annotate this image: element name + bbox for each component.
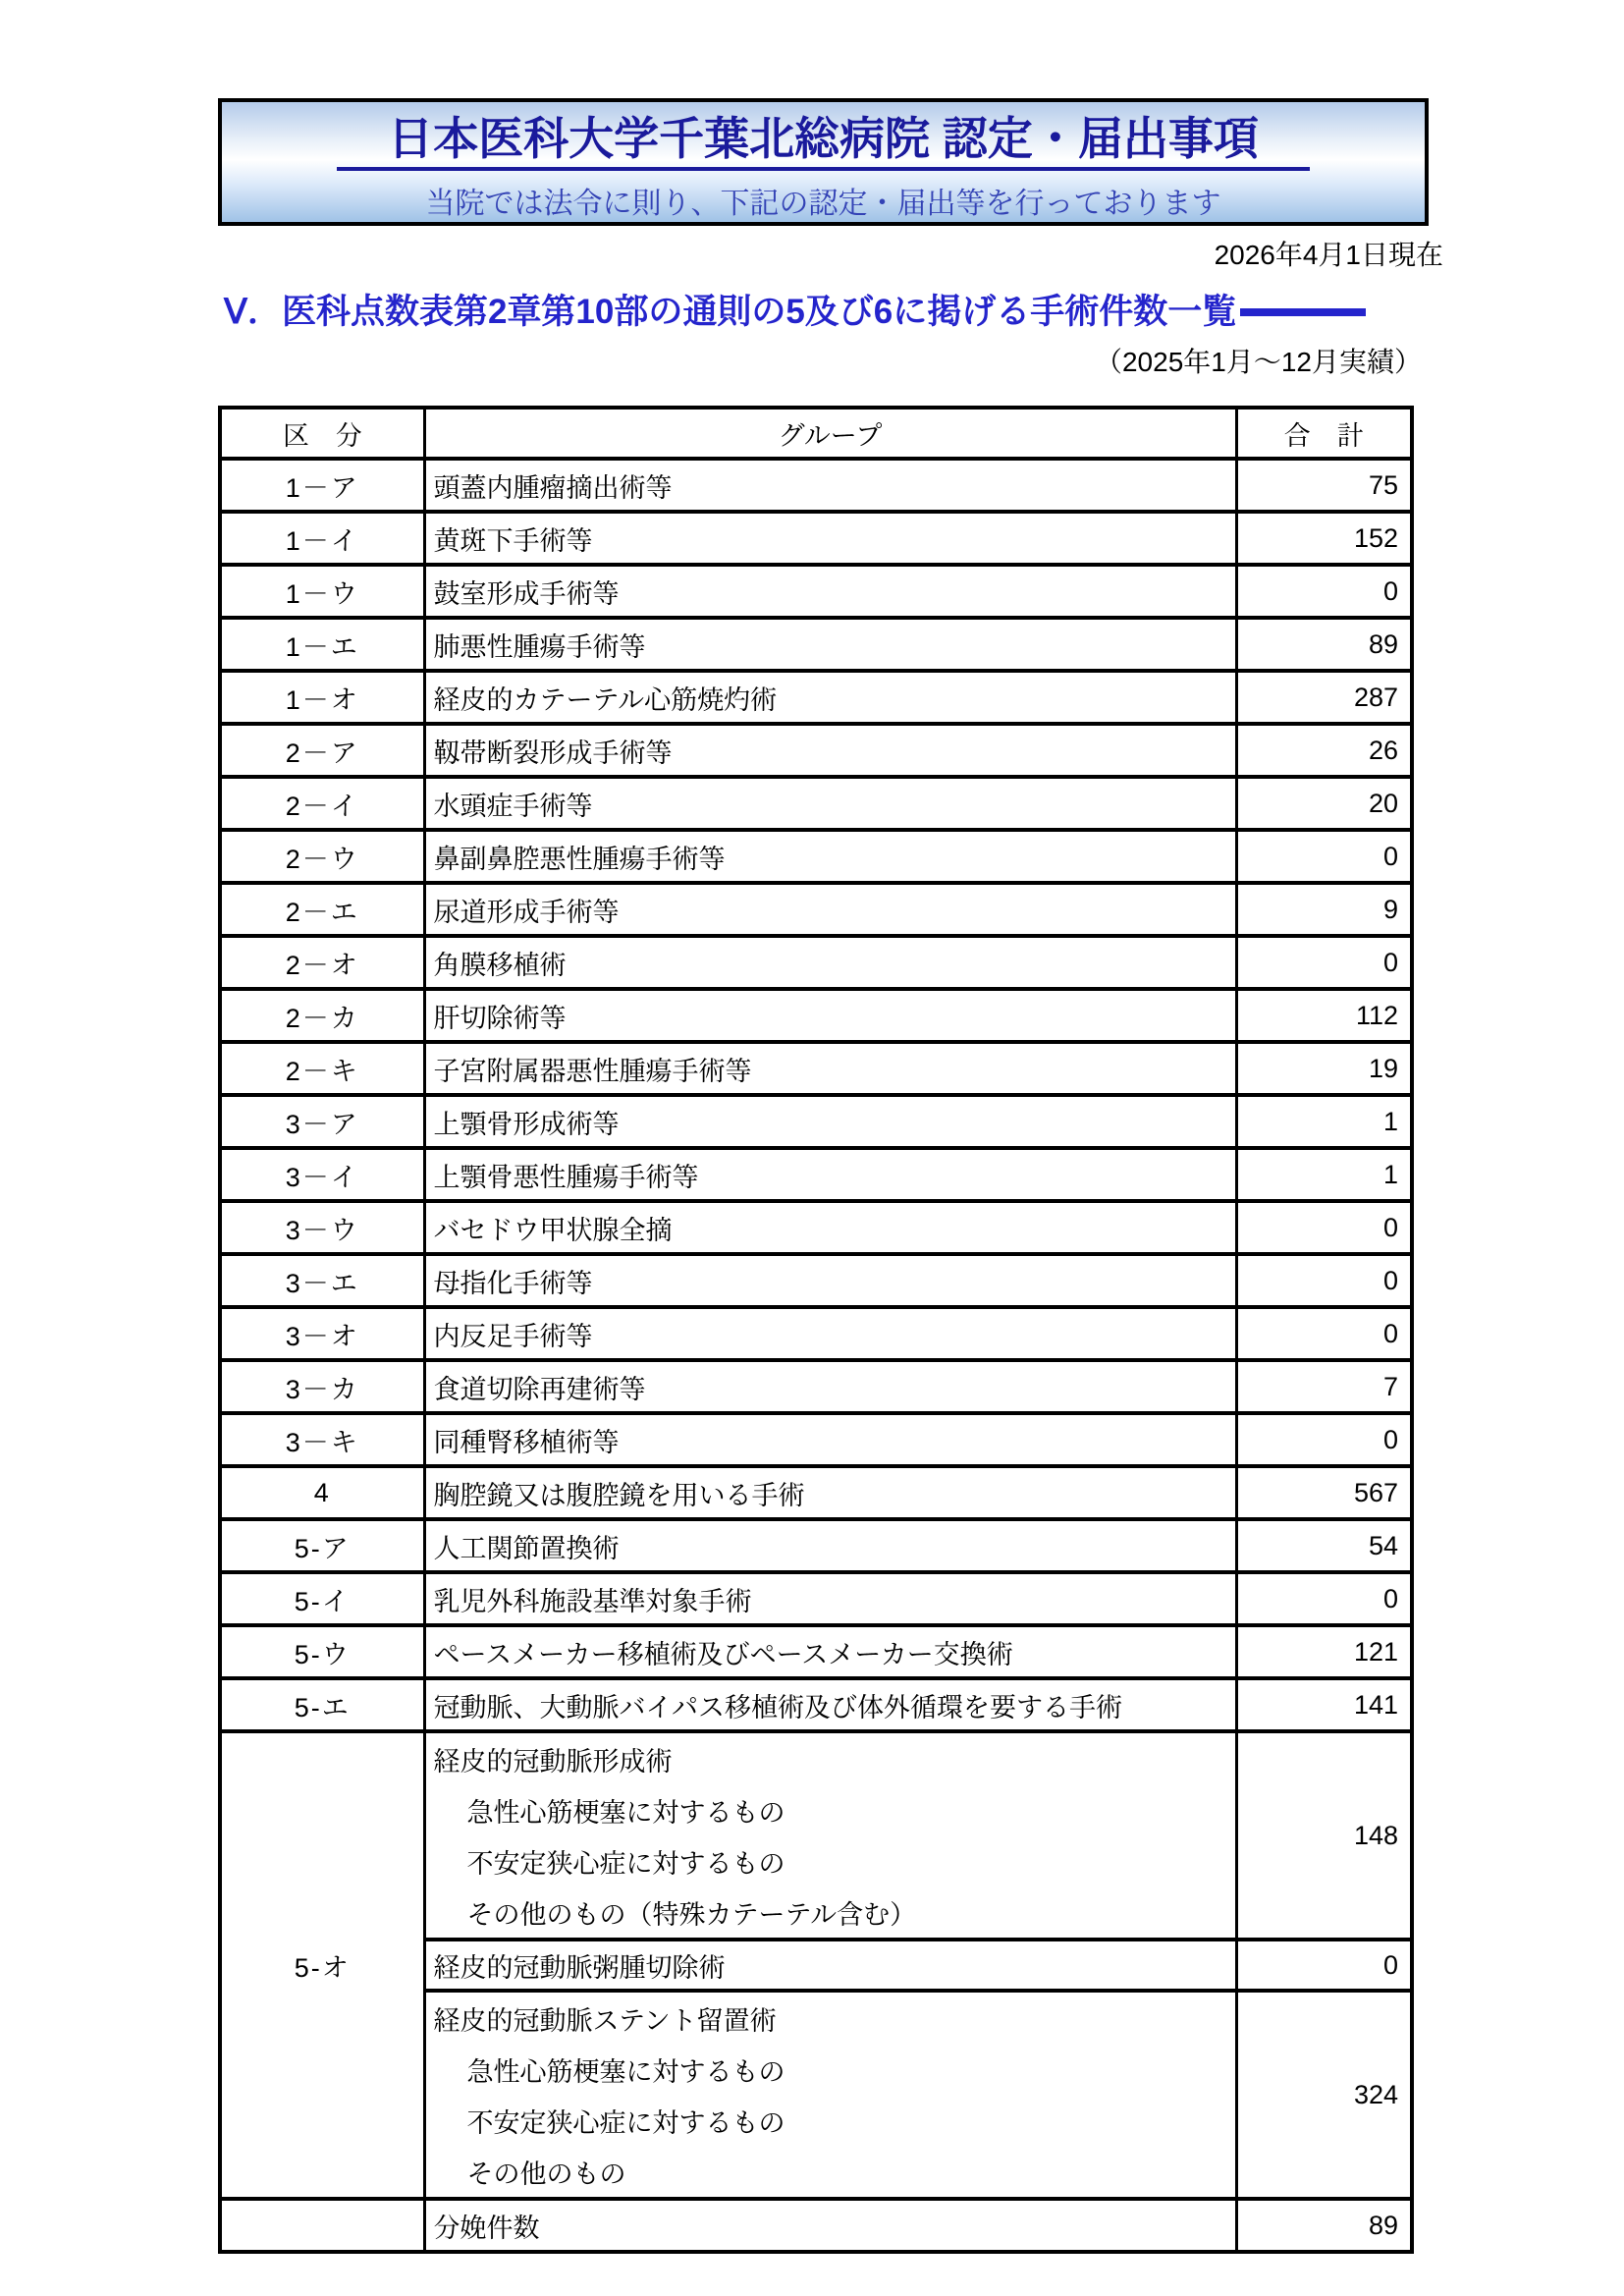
group-line-sub: その他のもの（特殊カテーテル含む） <box>466 1899 917 1930</box>
section-heading <box>224 285 1366 334</box>
table-row <box>220 830 1412 883</box>
group-cell: バセドウ甲状腺全摘 <box>424 1201 1236 1254</box>
table-row <box>220 565 1412 618</box>
category-cell: 3－オ <box>220 1307 424 1360</box>
category-cell: 2－オ <box>220 936 424 989</box>
column-header-group: グループ <box>424 408 1236 459</box>
total-cell: 141 <box>1236 1678 1412 1731</box>
category-cell: 5-ア <box>220 1519 424 1572</box>
total-cell: 20 <box>1236 777 1412 830</box>
category-cell: 3－エ <box>220 1254 424 1307</box>
category-cell: 2－ア <box>220 724 424 777</box>
total-cell: 19 <box>1236 1042 1412 1095</box>
surgery-count-table <box>218 406 1414 2254</box>
category-cell: 3－イ <box>220 1148 424 1201</box>
category-cell: 3－カ <box>220 1360 424 1413</box>
table-row <box>220 1678 1412 1731</box>
group-cell: 同種腎移植術等 <box>424 1413 1236 1466</box>
table-row <box>220 1042 1412 1095</box>
table-row <box>220 936 1412 989</box>
category-cell: 3－キ <box>220 1413 424 1466</box>
period-note: （2025年1月～12月実績） <box>1094 347 1422 377</box>
group-cell: 水頭症手術等 <box>424 777 1236 830</box>
group-cell: 肝切除術等 <box>424 989 1236 1042</box>
table-row <box>220 1307 1412 1360</box>
total-cell: 0 <box>1236 1572 1412 1625</box>
table-row <box>220 989 1412 1042</box>
table-row <box>220 512 1412 565</box>
total-cell: 0 <box>1236 1413 1412 1466</box>
total-cell: 75 <box>1236 459 1412 512</box>
total-cell: 89 <box>1236 2199 1412 2252</box>
table-row <box>220 1625 1412 1678</box>
group-line-sub: 不安定狭心症に対するもの <box>466 2107 785 2138</box>
total-cell: 324 <box>1236 1991 1412 2199</box>
table-row <box>220 1466 1412 1519</box>
total-cell: 1 <box>1236 1095 1412 1148</box>
total-cell: 89 <box>1236 618 1412 671</box>
total-cell: 1 <box>1236 1148 1412 1201</box>
group-cell: 冠動脈、大動脈バイパス移植術及び体外循環を要する手術 <box>424 1678 1236 1731</box>
group-cell: 靱帯断裂形成手術等 <box>424 724 1236 777</box>
category-cell: 2－キ <box>220 1042 424 1095</box>
group-cell: 黄斑下手術等 <box>424 512 1236 565</box>
total-cell: 112 <box>1236 989 1412 1042</box>
category-cell-empty <box>220 2199 424 2252</box>
total-cell: 152 <box>1236 512 1412 565</box>
table-header-row <box>220 408 1412 459</box>
table-row <box>220 1572 1412 1625</box>
total-cell: 121 <box>1236 1625 1412 1678</box>
category-cell: 2－イ <box>220 777 424 830</box>
group-cell: 内反足手術等 <box>424 1307 1236 1360</box>
total-cell: 9 <box>1236 883 1412 936</box>
section-title: Ⅴ．医科点数表第2章第10部の通則の5及び6に掲げる手術件数一覧 <box>224 293 1237 331</box>
table-row <box>220 1201 1412 1254</box>
group-line-sub: 不安定狭心症に対するもの <box>466 1848 785 1879</box>
group-cell: 経皮的冠動脈粥腫切除術 <box>424 1940 1236 1991</box>
group-line-main: 経皮的冠動脈形成術 <box>433 1746 673 1777</box>
category-cell: 3－ウ <box>220 1201 424 1254</box>
group-cell: 乳児外科施設基準対象手術 <box>424 1572 1236 1625</box>
total-cell: 287 <box>1236 671 1412 724</box>
group-cell: 食道切除再建術等 <box>424 1360 1236 1413</box>
group-cell: 上顎骨悪性腫瘍手術等 <box>424 1148 1236 1201</box>
table-row <box>220 1148 1412 1201</box>
total-cell: 54 <box>1236 1519 1412 1572</box>
category-cell: 1－エ <box>220 618 424 671</box>
category-cell: 2－ウ <box>220 830 424 883</box>
total-cell: 0 <box>1236 1201 1412 1254</box>
table-row <box>220 1095 1412 1148</box>
total-cell: 0 <box>1236 936 1412 989</box>
group-cell: ペースメーカー移植術及びペースメーカー交換術 <box>424 1625 1236 1678</box>
group-cell: 分娩件数 <box>424 2199 1236 2252</box>
category-cell: 5-エ <box>220 1678 424 1731</box>
hospital-subtitle: 当院では法令に則り、下記の認定・届出等を行っております <box>425 187 1221 220</box>
table-row <box>220 1360 1412 1413</box>
category-cell: 1－ア <box>220 459 424 512</box>
column-header-category: 区 分 <box>220 408 424 459</box>
table-row <box>220 618 1412 671</box>
table-row-5o-angioplasty <box>220 1731 1412 1940</box>
table-row <box>220 1413 1412 1466</box>
category-cell: 1－オ <box>220 671 424 724</box>
total-cell: 567 <box>1236 1466 1412 1519</box>
group-cell: 子宮附属器悪性腫瘍手術等 <box>424 1042 1236 1095</box>
table-row <box>220 724 1412 777</box>
group-cell: 母指化手術等 <box>424 1254 1236 1307</box>
date-note: 2026年4月1日現在 <box>1214 240 1443 270</box>
category-cell: 3－ア <box>220 1095 424 1148</box>
group-cell: 尿道形成手術等 <box>424 883 1236 936</box>
group-line-main: 経皮的冠動脈ステント留置術 <box>433 2005 777 2036</box>
total-cell: 0 <box>1236 565 1412 618</box>
group-line-sub: その他のもの <box>466 2159 626 2189</box>
total-cell: 0 <box>1236 1940 1412 1991</box>
total-cell: 7 <box>1236 1360 1412 1413</box>
hospital-title: 日本医科大学千葉北総病院 認定・届出事項 <box>337 114 1310 171</box>
category-cell: 5-イ <box>220 1572 424 1625</box>
group-cell: 経皮的カテーテル心筋焼灼術 <box>424 671 1236 724</box>
category-cell: 1－イ <box>220 512 424 565</box>
group-line-sub: 急性心筋梗塞に対するもの <box>466 2056 785 2087</box>
group-cell: 鼻副鼻腔悪性腫瘍手術等 <box>424 830 1236 883</box>
total-cell: 0 <box>1236 1307 1412 1360</box>
group-cell: 頭蓋内腫瘤摘出術等 <box>424 459 1236 512</box>
group-cell: 人工関節置換術 <box>424 1519 1236 1572</box>
category-cell: 2－エ <box>220 883 424 936</box>
total-cell: 148 <box>1236 1731 1412 1940</box>
table-row <box>220 777 1412 830</box>
category-cell: 2－カ <box>220 989 424 1042</box>
category-cell: 4 <box>220 1466 424 1519</box>
table-row-births <box>220 2199 1412 2252</box>
category-cell: 5-ウ <box>220 1625 424 1678</box>
section-title-rule <box>1240 308 1366 316</box>
total-cell: 0 <box>1236 830 1412 883</box>
header-banner <box>218 98 1429 226</box>
group-cell: 肺悪性腫瘍手術等 <box>424 618 1236 671</box>
group-cell: 鼓室形成手術等 <box>424 565 1236 618</box>
group-cell: 胸腔鏡又は腹腔鏡を用いる手術 <box>424 1466 1236 1519</box>
table-row <box>220 459 1412 512</box>
table-row <box>220 1254 1412 1307</box>
category-cell: 1－ウ <box>220 565 424 618</box>
category-cell-5o: 5-オ <box>220 1731 424 2199</box>
group-line-sub: 急性心筋梗塞に対するもの <box>466 1797 785 1828</box>
column-header-total: 合 計 <box>1236 408 1412 459</box>
table-row <box>220 883 1412 936</box>
total-cell: 26 <box>1236 724 1412 777</box>
table-row <box>220 1519 1412 1572</box>
group-cell-multiline <box>424 1991 1236 2199</box>
group-cell: 上顎骨形成術等 <box>424 1095 1236 1148</box>
group-cell-multiline <box>424 1731 1236 1940</box>
group-cell: 角膜移植術 <box>424 936 1236 989</box>
total-cell: 0 <box>1236 1254 1412 1307</box>
table-row <box>220 671 1412 724</box>
